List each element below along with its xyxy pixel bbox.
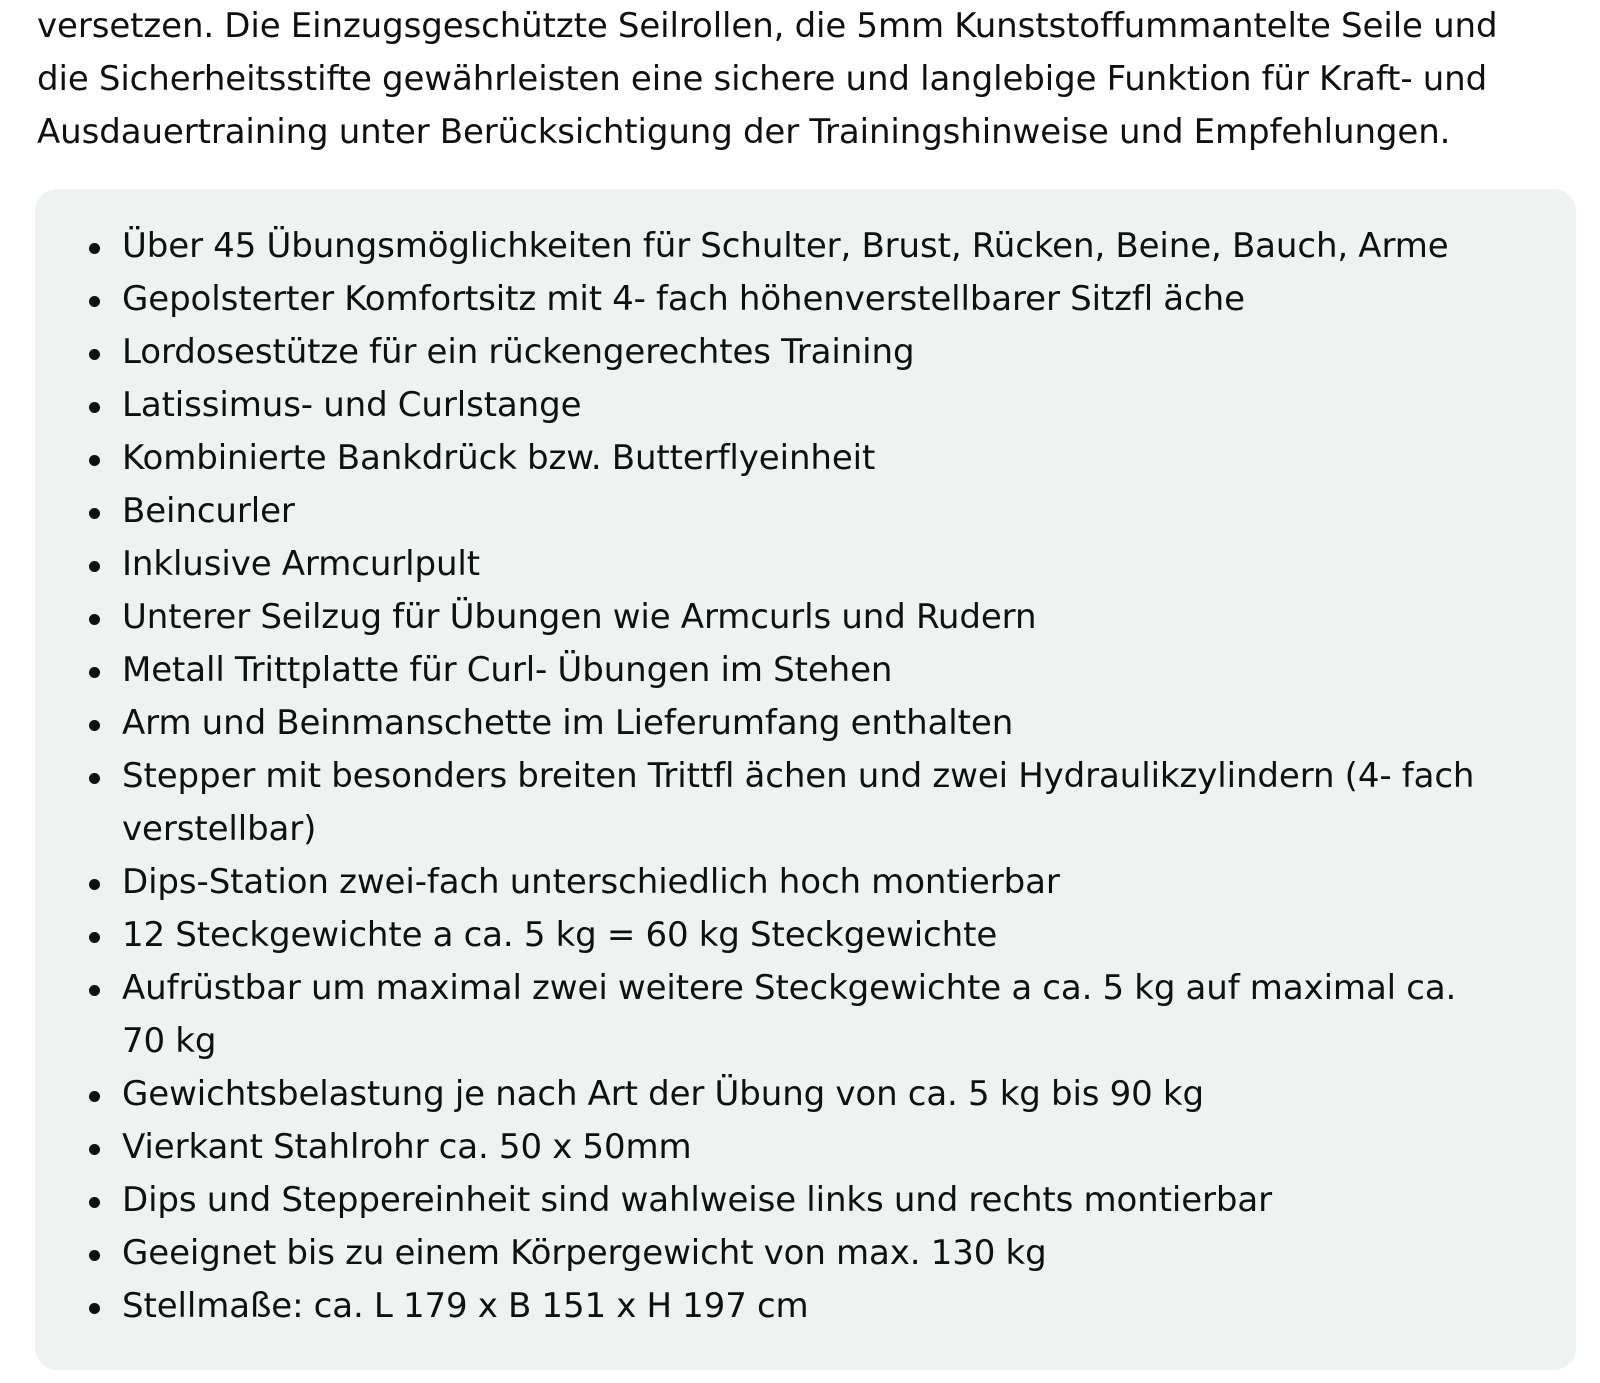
bullet-icon xyxy=(89,349,100,360)
feature-item xyxy=(122,220,1582,273)
feature-item xyxy=(122,326,1582,379)
feature-item xyxy=(122,432,1582,485)
bullet-icon xyxy=(89,402,100,413)
feature-text: Beincurler xyxy=(122,491,295,531)
feature-text: Stellmaße: ca. L 179 x B 151 x H 197 cm xyxy=(122,1286,809,1326)
bullet-icon xyxy=(89,773,100,784)
feature-text: Über 45 Übungsmöglichkeiten für Schulter, Brust, Rücken, Beine, Bauch, Arme xyxy=(122,226,1449,266)
feature-text: Arm und Beinmanschette im Lieferumfang enthalten xyxy=(122,703,1014,743)
feature-item xyxy=(122,1227,1582,1280)
intro-line: versetzen. Die Einzugsgeschützte Seilrollen, die 5mm Kunststoffummantelte Seile und xyxy=(37,6,1498,46)
feature-text: Unterer Seilzug für Übungen wie Armcurls und Rudern xyxy=(122,597,1037,637)
bullet-icon xyxy=(89,455,100,466)
feature-text: Dips-Station zwei-fach unterschiedlich hoch montierbar xyxy=(122,862,1060,902)
feature-item xyxy=(122,962,1582,1068)
feature-text: Latissimus- und Curlstange xyxy=(122,385,582,425)
feature-item xyxy=(122,1121,1582,1174)
feature-item xyxy=(122,485,1582,538)
feature-item xyxy=(122,379,1582,432)
bullet-icon xyxy=(89,243,100,254)
feature-item xyxy=(122,1280,1582,1333)
feature-text: Lordosestütze für ein rückengerechtes Training xyxy=(122,332,915,372)
feature-item xyxy=(122,591,1582,644)
feature-text: Kombinierte Bankdrück bzw. Butterflyeinheit xyxy=(122,438,876,478)
intro-line: Ausdauertraining unter Berücksichtigung der Trainingshinweise und Empfehlungen. xyxy=(37,112,1451,152)
feature-text: Metall Trittplatte für Curl- Übungen im Stehen xyxy=(122,650,893,690)
bullet-icon xyxy=(89,508,100,519)
feature-text: Vierkant Stahlrohr ca. 50 x 50mm xyxy=(122,1127,692,1167)
feature-text: Dips und Steppereinheit sind wahlweise links und rechts montierbar xyxy=(122,1180,1272,1220)
bullet-icon xyxy=(89,1250,100,1261)
feature-item xyxy=(122,644,1582,697)
bullet-icon xyxy=(89,561,100,572)
bullet-icon xyxy=(89,985,100,996)
feature-item xyxy=(122,909,1582,962)
bullet-icon xyxy=(89,296,100,307)
product-description-intro xyxy=(37,0,1582,159)
feature-text: Geeignet bis zu einem Körpergewicht von max. 130 kg xyxy=(122,1233,1047,1273)
feature-text: Stepper mit besonders breiten Trittfl ächen und zwei Hydraulikzylindern (4- fach verstellbar) xyxy=(122,756,1475,849)
bullet-icon xyxy=(89,1303,100,1314)
feature-text: Gepolsterter Komfortsitz mit 4- fach höhenverstellbarer Sitzfl äche xyxy=(122,279,1245,319)
feature-item xyxy=(122,538,1582,591)
bullet-icon xyxy=(89,1197,100,1208)
feature-item xyxy=(122,856,1582,909)
bullet-icon xyxy=(89,720,100,731)
feature-item xyxy=(122,750,1582,856)
feature-text: 12 Steckgewichte a ca. 5 kg = 60 kg Steckgewichte xyxy=(122,915,998,955)
feature-text: Inklusive Armcurlpult xyxy=(122,544,481,584)
feature-text: Aufrüstbar um maximal zwei weitere Steckgewichte a ca. 5 kg auf maximal ca. 70 kg xyxy=(122,968,1457,1061)
feature-list xyxy=(122,220,1582,1333)
bullet-icon xyxy=(89,1091,100,1102)
bullet-icon xyxy=(89,879,100,890)
bullet-icon xyxy=(89,667,100,678)
feature-item xyxy=(122,273,1582,326)
feature-item xyxy=(122,1068,1582,1121)
bullet-icon xyxy=(89,932,100,943)
feature-text: Gewichtsbelastung je nach Art der Übung von ca. 5 kg bis 90 kg xyxy=(122,1074,1204,1114)
feature-item xyxy=(122,697,1582,750)
bullet-icon xyxy=(89,1144,100,1155)
feature-item xyxy=(122,1174,1582,1227)
intro-line: die Sicherheitsstifte gewährleisten eine sichere und langlebige Funktion für Kraft- und xyxy=(37,59,1488,99)
bullet-icon xyxy=(89,614,100,625)
